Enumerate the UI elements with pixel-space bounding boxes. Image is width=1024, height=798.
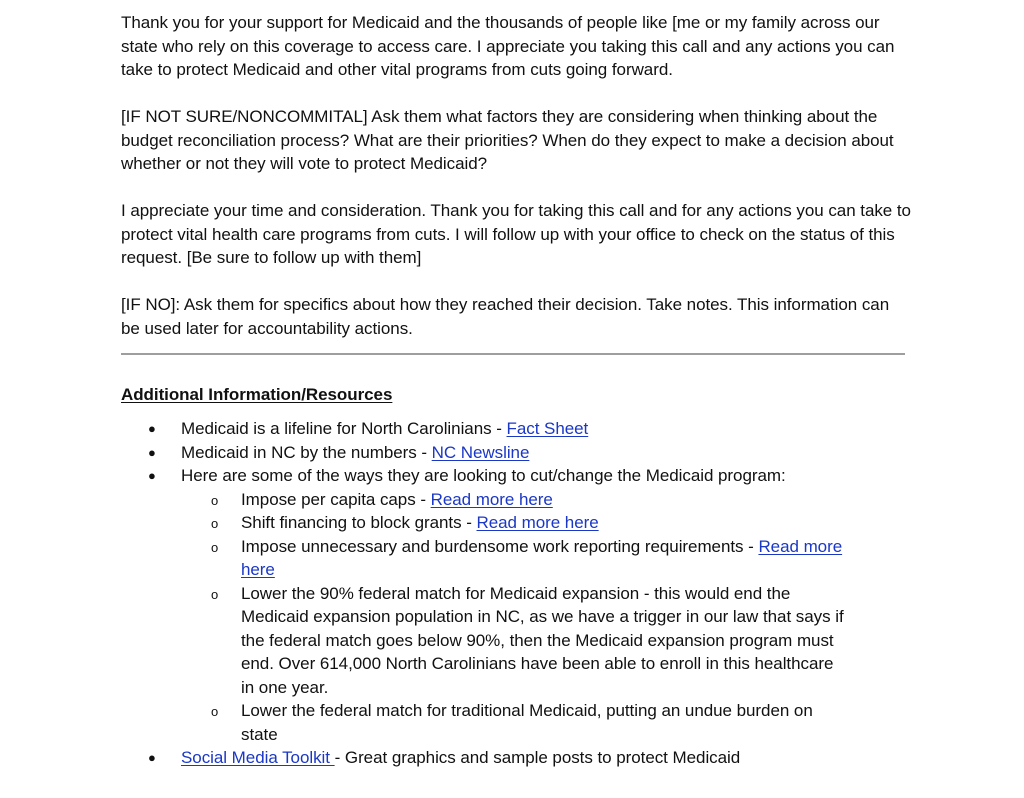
sub-list-item-text: Shift financing to block grants - bbox=[241, 513, 477, 532]
read-more-link[interactable]: Read more here bbox=[241, 536, 843, 579]
hollow-bullet-icon: o bbox=[211, 492, 219, 508]
hollow-bullet-icon: o bbox=[211, 586, 219, 602]
sub-list-item bbox=[181, 535, 845, 582]
paragraph-appreciate: I appreciate your time and consideration. Thank you for taking this call and for any actions you can take to protect vital health care programs from cuts. I will follow up with your office to check on the status of this request. [Be sure to follow up with them] bbox=[121, 201, 911, 267]
list-item-text: - Great graphics and sample posts to protect Medicaid bbox=[334, 748, 741, 767]
list-item bbox=[121, 464, 911, 746]
sub-list-item bbox=[181, 699, 845, 746]
list-item bbox=[121, 417, 911, 441]
list-item-text: Here are some of the ways they are looking to cut/change the Medicaid program: bbox=[181, 466, 786, 485]
read-more-link[interactable]: Read more here bbox=[430, 489, 553, 509]
sub-list-item-text: Lower the federal match for traditional Medicaid, putting an undue burden on state bbox=[241, 701, 813, 744]
sub-list-item bbox=[181, 511, 845, 535]
resources-heading: Additional Information/Resources bbox=[121, 384, 393, 404]
fact-sheet-link[interactable]: Fact Sheet bbox=[506, 419, 589, 438]
resources-list bbox=[121, 417, 911, 770]
paragraph-if-no: [IF NO]: Ask them for specifics about how they reached their decision. Take notes. This information can be used later for accountability actions. bbox=[121, 295, 890, 338]
hollow-bullet-icon: o bbox=[211, 516, 219, 531]
list-item bbox=[121, 746, 911, 770]
horizontal-divider bbox=[121, 353, 905, 355]
document-page bbox=[121, 11, 911, 770]
sub-list-item-text: Impose unnecessary and burdensome work reporting requirements - bbox=[241, 536, 759, 556]
sub-list-item-text: Impose per capita caps - bbox=[241, 489, 431, 509]
list-item-text: Medicaid is a lifeline for North Carolinians - bbox=[181, 419, 507, 438]
sub-list-item bbox=[181, 582, 845, 700]
sub-list bbox=[181, 488, 911, 747]
hollow-bullet-icon: o bbox=[211, 704, 219, 719]
list-item bbox=[121, 441, 911, 465]
nc-newsline-link[interactable]: NC Newsline bbox=[431, 442, 530, 462]
paragraph-thank-you: Thank you for your support for Medicaid and the thousands of people like [me or my family across our state who rely on this coverage to access care. I appreciate you taking this call and any actions you can take to protect Medicaid and other vital programs from cuts going forward. bbox=[121, 13, 895, 79]
bullet-icon: ● bbox=[148, 444, 156, 460]
social-media-toolkit-link[interactable]: Social Media Toolkit bbox=[181, 748, 335, 767]
sub-list-item bbox=[181, 488, 845, 512]
sub-list-item-text: Lower the 90% federal match for Medicaid expansion - this would end the Medicaid expansion population in NC, as we have a trigger in our law that says if the federal match goes below 90%, then the Medicaid expansion program must end. Over 614,000 North Carolinians have been able to enroll in this healthcare in one year. bbox=[241, 583, 844, 697]
bullet-icon: ● bbox=[148, 421, 156, 436]
list-item-text: Medicaid in NC by the numbers - bbox=[181, 442, 432, 462]
bullet-icon: ● bbox=[148, 750, 156, 765]
read-more-link[interactable]: Read more here bbox=[476, 513, 599, 532]
hollow-bullet-icon: o bbox=[211, 539, 219, 555]
bullet-icon: ● bbox=[148, 468, 156, 483]
paragraph-not-sure: [IF NOT SURE/NONCOMMITAL] Ask them what factors they are considering when thinking about the budget reconciliation process? What are their priorities? When do they expect to make a decision about whether or not they will vote to protect Medicaid? bbox=[121, 107, 894, 173]
